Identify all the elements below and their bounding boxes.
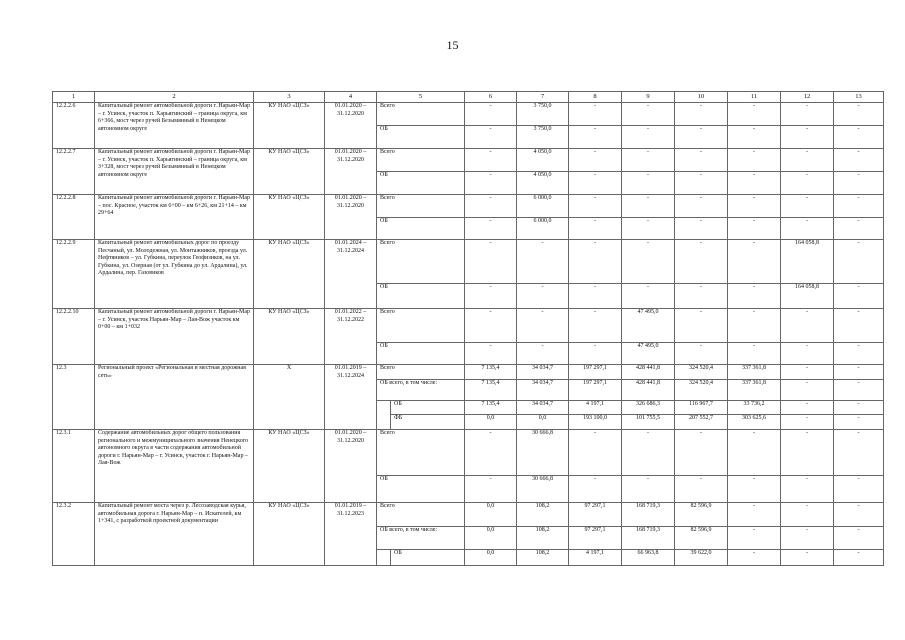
row-period: 01.01.2020 – 31.12.2020: [325, 195, 377, 240]
value-cell: 116 967,7: [675, 400, 728, 415]
value-cell: -: [675, 103, 728, 126]
row-period: 01.01.2020 – 31.12.2020: [325, 149, 377, 195]
row-code: 12.2.2.10: [53, 309, 95, 365]
value-cell: 164 058,8: [781, 240, 834, 284]
value-cell: -: [728, 172, 781, 195]
value-cell: -: [675, 172, 728, 195]
value-cell: -: [834, 527, 884, 550]
value-cell: -: [622, 195, 675, 218]
value-cell: 3 750,0: [517, 103, 569, 126]
funding-label: Всего: [377, 503, 465, 527]
value-cell: -: [465, 430, 517, 476]
col-header: 1: [53, 92, 95, 103]
value-cell: -: [834, 503, 884, 527]
value-cell: 108,2: [517, 527, 569, 550]
funding-label: ОБ всего, в том числе:: [377, 379, 465, 400]
value-cell: -: [834, 379, 884, 400]
value-cell: -: [781, 172, 834, 195]
value-cell: -: [465, 343, 517, 365]
value-cell: -: [728, 217, 781, 240]
value-cell: -: [781, 400, 834, 415]
table-row: [53, 103, 884, 126]
value-cell: 34 034,7: [517, 365, 569, 380]
value-cell: -: [781, 503, 834, 527]
value-cell: -: [834, 365, 884, 380]
value-cell: -: [728, 309, 781, 343]
value-cell: 39 622,0: [675, 549, 728, 565]
value-cell: -: [569, 103, 622, 126]
row-code: 12.2.2.7: [53, 149, 95, 195]
value-cell: -: [834, 430, 884, 476]
value-cell: -: [781, 195, 834, 218]
row-period: 01.01.2019 – 31.12.2023: [325, 503, 377, 566]
value-cell: 4 197,1: [569, 400, 622, 415]
value-cell: 47 495,0: [622, 309, 675, 343]
funding-label: ОБ: [377, 476, 465, 503]
value-cell: 66 963,8: [622, 549, 675, 565]
value-cell: -: [675, 283, 728, 308]
value-cell: 101 755,5: [622, 415, 675, 430]
value-cell: -: [834, 476, 884, 503]
value-cell: 164 058,8: [781, 283, 834, 308]
value-cell: -: [569, 430, 622, 476]
value-cell: 197 297,1: [569, 365, 622, 380]
value-cell: -: [728, 240, 781, 284]
value-cell: -: [675, 240, 728, 284]
table-row: [53, 430, 884, 476]
value-cell: -: [465, 283, 517, 308]
value-cell: 0,0: [465, 415, 517, 430]
row-executor: КУ НАО «ЦСЗ»: [254, 103, 325, 149]
table-row: [53, 503, 884, 527]
value-cell: -: [517, 343, 569, 365]
value-cell: 326 686,3: [622, 400, 675, 415]
value-cell: -: [569, 343, 622, 365]
value-cell: 0,0: [517, 415, 569, 430]
value-cell: -: [622, 172, 675, 195]
value-cell: -: [728, 476, 781, 503]
value-cell: 6 000,0: [517, 195, 569, 218]
value-cell: -: [781, 103, 834, 126]
funding-label: ОБ: [377, 172, 465, 195]
value-cell: 7 135,4: [465, 379, 517, 400]
value-cell: -: [622, 476, 675, 503]
value-cell: -: [622, 126, 675, 149]
value-cell: 0,0: [465, 503, 517, 527]
value-cell: -: [728, 503, 781, 527]
value-cell: -: [569, 240, 622, 284]
page-number: 15: [446, 38, 459, 52]
row-description: Капитальный ремонт автомобильной дороги г. Нарьян-Мар – г. Усинск, участок п. Харьягинский – граница округа, км 6+366, мост через ручей Безымянный в Ненецком автономном округе: [95, 103, 254, 149]
value-cell: -: [465, 217, 517, 240]
value-cell: -: [465, 172, 517, 195]
row-period: 01.01.2020 – 31.12.2020: [325, 103, 377, 149]
value-cell: -: [834, 103, 884, 126]
value-cell: 34 034,7: [517, 379, 569, 400]
value-cell: -: [781, 379, 834, 400]
row-executor: КУ НАО «ЦСЗ»: [254, 503, 325, 566]
value-cell: 303 625,6: [728, 415, 781, 430]
value-cell: -: [517, 309, 569, 343]
value-cell: -: [675, 195, 728, 218]
value-cell: -: [465, 103, 517, 126]
table-row: [53, 309, 884, 343]
value-cell: -: [728, 527, 781, 550]
value-cell: -: [675, 476, 728, 503]
col-header: 7: [517, 92, 569, 103]
value-cell: -: [834, 343, 884, 365]
value-cell: -: [569, 283, 622, 308]
value-cell: -: [622, 283, 675, 308]
indent-cell: [377, 400, 391, 415]
value-cell: 7 135,4: [465, 400, 517, 415]
row-executor: КУ НАО «ЦСЗ»: [254, 430, 325, 503]
row-description: Региональный проект «Региональная и местная дорожная сеть»: [95, 365, 254, 430]
funding-label: ОБ: [377, 217, 465, 240]
funding-label: Всего: [377, 103, 465, 126]
value-cell: 428 441,8: [622, 379, 675, 400]
value-cell: -: [622, 103, 675, 126]
row-executor: КУ НАО «ЦСЗ»: [254, 195, 325, 240]
value-cell: 108,2: [517, 549, 569, 565]
funding-label: Всего: [377, 149, 465, 172]
value-cell: -: [781, 430, 834, 476]
col-header: 11: [728, 92, 781, 103]
value-cell: -: [675, 343, 728, 365]
row-executor: Х: [254, 365, 325, 430]
value-cell: -: [728, 126, 781, 149]
value-cell: -: [834, 172, 884, 195]
funding-label: ОБ: [377, 283, 465, 308]
row-code: 12.3: [53, 365, 95, 430]
value-cell: 3 750,0: [517, 126, 569, 149]
row-description: Капитальный ремонт автомобильной дороги г. Нарьян-Мар – г. Усинск, участок Нарьян-Мар – Лая-Вож участок км 0+00 – км 1+032: [95, 309, 254, 365]
value-cell: -: [569, 149, 622, 172]
value-cell: -: [728, 195, 781, 218]
value-cell: -: [622, 430, 675, 476]
funding-label: Всего: [377, 195, 465, 218]
value-cell: 168 719,3: [622, 503, 675, 527]
row-code: 12.3.2: [53, 503, 95, 566]
value-cell: -: [675, 126, 728, 149]
col-header: 12: [781, 92, 834, 103]
value-cell: -: [781, 549, 834, 565]
value-cell: 30 666,8: [517, 476, 569, 503]
row-executor: КУ НАО «ЦСЗ»: [254, 149, 325, 195]
value-cell: -: [728, 149, 781, 172]
funding-label: ОБ: [391, 400, 465, 415]
row-description: Капитальный ремонт автомобильных дорог по проезду Песчаный, ул. Молодежная, ул. Монтажников, проезда ул. Нефтяников – ул. Губкина, переулок Геофизиков, на ул. Губкина, ул. Озерная (от ул. Губкина до ул. Ардалина), ул. Ардалина, пер. Газовиков: [95, 240, 254, 309]
value-cell: 82 596,9: [675, 527, 728, 550]
value-cell: 108,2: [517, 503, 569, 527]
value-cell: -: [569, 476, 622, 503]
funding-label: ОБ: [377, 126, 465, 149]
value-cell: -: [675, 430, 728, 476]
value-cell: -: [834, 309, 884, 343]
value-cell: -: [781, 365, 834, 380]
indent-cell: [377, 415, 391, 430]
value-cell: -: [834, 149, 884, 172]
value-cell: 97 297,1: [569, 503, 622, 527]
value-cell: 337 361,8: [728, 379, 781, 400]
row-executor: КУ НАО «ЦСЗ»: [254, 240, 325, 309]
value-cell: -: [622, 149, 675, 172]
value-cell: 6 000,0: [517, 217, 569, 240]
value-cell: -: [781, 415, 834, 430]
value-cell: -: [834, 126, 884, 149]
row-period: 01.01.2022 – 31.12.2022: [325, 309, 377, 365]
value-cell: 82 596,9: [675, 503, 728, 527]
value-cell: -: [569, 172, 622, 195]
funding-label: Всего: [377, 240, 465, 284]
table-row: [53, 240, 884, 284]
value-cell: -: [569, 195, 622, 218]
value-cell: -: [622, 240, 675, 284]
value-cell: -: [465, 240, 517, 284]
value-cell: 4 197,1: [569, 549, 622, 565]
row-description: Капитальный ремонт автомобильной дороги г. Нарьян-Мар – г. Усинск, участок п. Харьягинский – граница округа, км 3+328, мост через ручей Безымянный в Ненецком автономном округе: [95, 149, 254, 195]
row-description: Капитальный ремонт автомобильной дороги г. Нарьян-Мар – пос. Красное, участок км 6+00 – км 6+26, км 21+14 – км 29+64: [95, 195, 254, 240]
value-cell: 197 297,1: [569, 379, 622, 400]
value-cell: 97 297,1: [569, 527, 622, 550]
program-table: [52, 91, 884, 566]
indent-cell: [377, 549, 391, 565]
value-cell: -: [569, 126, 622, 149]
value-cell: -: [781, 527, 834, 550]
col-header: 3: [254, 92, 325, 103]
col-header: 8: [569, 92, 622, 103]
row-description: Содержание автомобильных дорог общего пользования регионального и межмуниципального значения Ненецкого автономного округа в части содержания автомобильной дороги г. Нарьян-Мар – г. Усинск, участок г. Нарьян-Мар – Лая-Вож: [95, 430, 254, 503]
value-cell: -: [465, 195, 517, 218]
value-cell: -: [728, 549, 781, 565]
table-row: [53, 365, 884, 380]
value-cell: 337 361,8: [728, 365, 781, 380]
value-cell: -: [781, 149, 834, 172]
row-executor: КУ НАО «ЦСЗ»: [254, 309, 325, 365]
col-header: 10: [675, 92, 728, 103]
value-cell: 0,0: [465, 527, 517, 550]
value-cell: -: [517, 240, 569, 284]
value-cell: 7 135,4: [465, 365, 517, 380]
col-header: 6: [465, 92, 517, 103]
value-cell: -: [675, 309, 728, 343]
funding-label: ОБ: [391, 549, 465, 565]
value-cell: -: [465, 126, 517, 149]
value-cell: 0,0: [465, 549, 517, 565]
value-cell: -: [569, 217, 622, 240]
value-cell: 193 100,0: [569, 415, 622, 430]
row-period: 01.01.2020 – 31.12.2020: [325, 430, 377, 503]
value-cell: -: [517, 283, 569, 308]
col-header: 9: [622, 92, 675, 103]
row-code: 12.2.2.9: [53, 240, 95, 309]
value-cell: 324 520,4: [675, 365, 728, 380]
value-cell: -: [728, 430, 781, 476]
col-header: 13: [834, 92, 884, 103]
value-cell: 34 034,7: [517, 400, 569, 415]
value-cell: -: [675, 149, 728, 172]
row-description: Капитальный ремонт моста через р. Лесозаводская курья, автомобильная дорога г. Нарьян-Мар – п. Искателей, км 1+341, с разработкой проектной документации: [95, 503, 254, 566]
value-cell: -: [781, 309, 834, 343]
table-row: [53, 195, 884, 218]
col-header: 4: [325, 92, 377, 103]
value-cell: -: [728, 343, 781, 365]
value-cell: 207 552,7: [675, 415, 728, 430]
value-cell: -: [781, 217, 834, 240]
value-cell: -: [465, 309, 517, 343]
funding-label: Всего: [377, 430, 465, 476]
value-cell: -: [569, 309, 622, 343]
value-cell: -: [834, 240, 884, 284]
value-cell: 30 666,8: [517, 430, 569, 476]
value-cell: -: [465, 149, 517, 172]
value-cell: 47 495,0: [622, 343, 675, 365]
value-cell: -: [728, 103, 781, 126]
value-cell: -: [781, 476, 834, 503]
row-period: 01.01.2024 – 31.12.2024: [325, 240, 377, 309]
value-cell: 428 441,8: [622, 365, 675, 380]
funding-label: ФБ: [391, 415, 465, 430]
row-code: 12.2.2.6: [53, 103, 95, 149]
value-cell: -: [728, 283, 781, 308]
value-cell: 4 050,0: [517, 149, 569, 172]
value-cell: -: [834, 283, 884, 308]
value-cell: 4 050,0: [517, 172, 569, 195]
value-cell: -: [834, 415, 884, 430]
value-cell: -: [834, 217, 884, 240]
value-cell: -: [675, 217, 728, 240]
value-cell: -: [781, 343, 834, 365]
row-period: 01.01.2019 – 31.12.2024: [325, 365, 377, 430]
value-cell: -: [834, 400, 884, 415]
table-row: [53, 149, 884, 172]
value-cell: -: [622, 217, 675, 240]
col-header: 5: [377, 92, 465, 103]
funding-label: Всего: [377, 365, 465, 380]
funding-label: Всего: [377, 309, 465, 343]
funding-label: ОБ всего, в том числе:: [377, 527, 465, 550]
value-cell: 33 736,2: [728, 400, 781, 415]
value-cell: -: [834, 549, 884, 565]
value-cell: 324 520,4: [675, 379, 728, 400]
value-cell: 168 719,3: [622, 527, 675, 550]
value-cell: -: [781, 126, 834, 149]
header-row: [53, 92, 884, 103]
col-header: 2: [95, 92, 254, 103]
funding-label: ОБ: [377, 343, 465, 365]
value-cell: -: [834, 195, 884, 218]
row-code: 12.3.1: [53, 430, 95, 503]
row-code: 12.2.2.8: [53, 195, 95, 240]
value-cell: -: [465, 476, 517, 503]
